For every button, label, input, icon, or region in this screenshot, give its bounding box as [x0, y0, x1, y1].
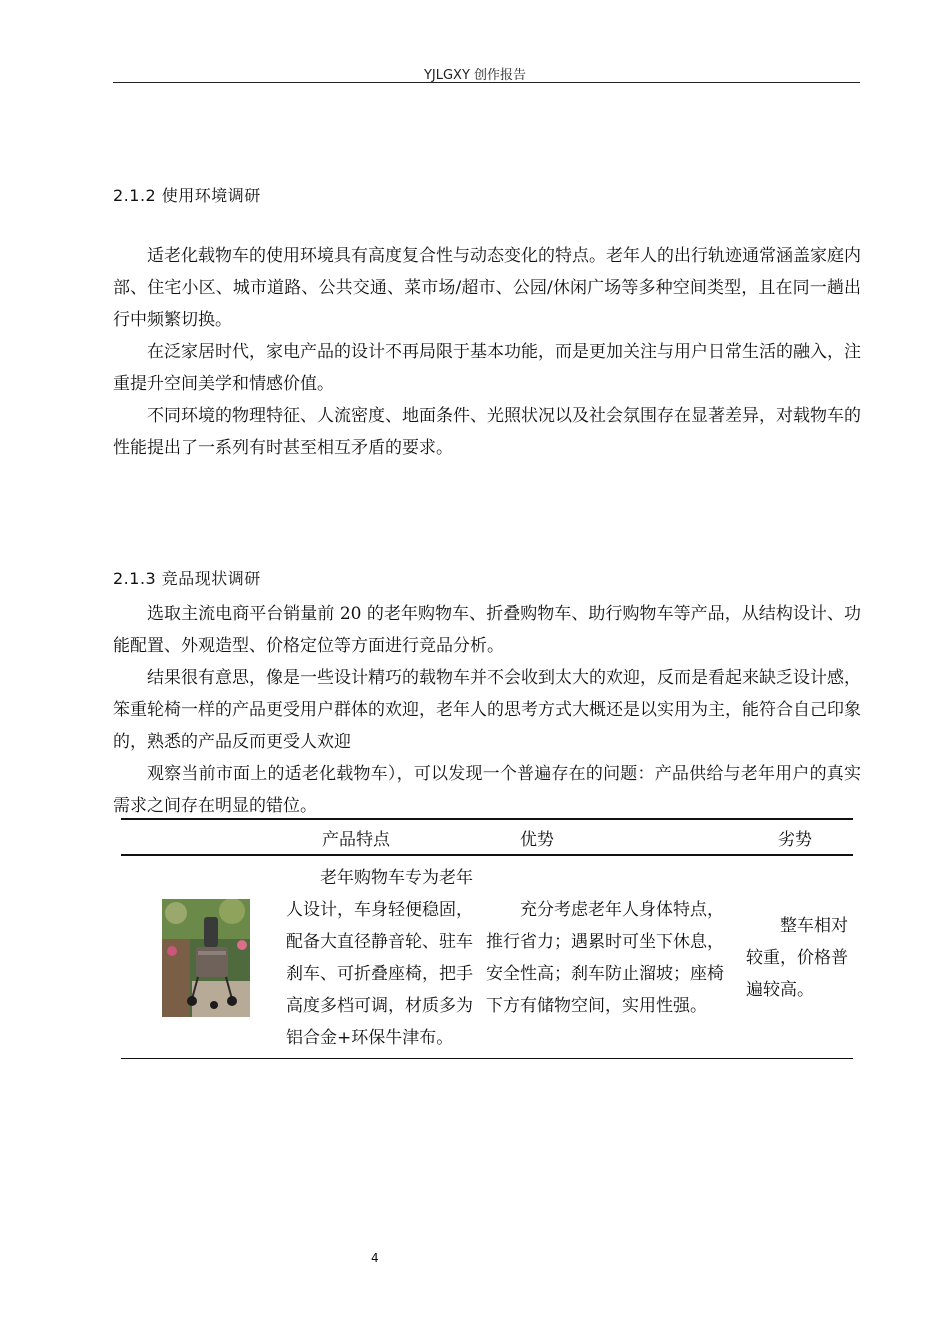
table-header-cell: 产品特点: [286, 819, 482, 855]
advantages-cell: 充分考虑老年人身体特点，推行省力；遇累时可坐下休息，安全性高；刹车防止溜坡；座椅下方有储物空间，实用性强。: [482, 855, 730, 1059]
table-header-row: [121, 819, 853, 855]
table-row: [121, 855, 853, 1059]
header-rule: [113, 82, 860, 83]
paragraph: 选取主流电商平台销量前 20 的老年购物车、折叠购物车、助行购物车等产品，从结构设计、功能配置、外观造型、价格定位等方面进行竞品分析。: [113, 604, 861, 656]
paragraph: 不同环境的物理特征、人流密度、地面条件、光照状况以及社会氛围存在显著差异，对载物车的性能提出了一系列有时甚至相互矛盾的要求。: [113, 406, 861, 458]
product-image-cell: [121, 855, 286, 1059]
section-heading-2-1-3: 2.1.3 竞品现状调研: [113, 569, 261, 588]
shopping-cart-photo: [162, 899, 250, 1017]
section-heading-2-1-2: 2.1.2 使用环境调研: [113, 186, 261, 205]
paragraph: 适老化载物车的使用环境具有高度复合性与动态变化的特点。老年人的出行轨迹通常涵盖家庭内部、住宅小区、城市道路、公共交通、菜市场/超市、公园/休闲广场等多种空间类型，且在同一趟出行中频繁切换。: [113, 246, 861, 330]
page-header: YJLGXY 创作报告: [423, 68, 527, 83]
table-header-cell: 劣势: [730, 819, 853, 855]
disadvantages-cell: 整车相对较重，价格普遍较高。: [730, 855, 853, 1059]
paragraph: 在泛家居时代，家电产品的设计不再局限于基本功能，而是更加关注与用户日常生活的融入，注重提升空间美学和情感价值。: [113, 342, 861, 394]
features-cell: 老年购物车专为老年人设计，车身轻便稳固，配备大直径静音轮、驻车刹车、可折叠座椅，把手高度多档可调，材质多为铝合金+环保牛津布。: [286, 855, 482, 1059]
paragraph: 结果很有意思，像是一些设计精巧的载物车并不会收到太大的欢迎，反而是看起来缺乏设计感，笨重轮椅一样的产品更受用户群体的欢迎，老年人的思考方式大概还是以实用为主，能符合自己印象的，熟悉的产品反而更受人欢迎: [113, 668, 861, 752]
competitor-table: [121, 818, 853, 1059]
paragraph: 观察当前市面上的适老化载物车），可以发现一个普遍存在的问题：产品供给与老年用户的真实需求之间存在明显的错位。: [113, 764, 861, 816]
page-number: 4: [371, 1251, 379, 1265]
table-header-cell: [121, 819, 286, 855]
table-header-cell: 优势: [482, 819, 730, 855]
